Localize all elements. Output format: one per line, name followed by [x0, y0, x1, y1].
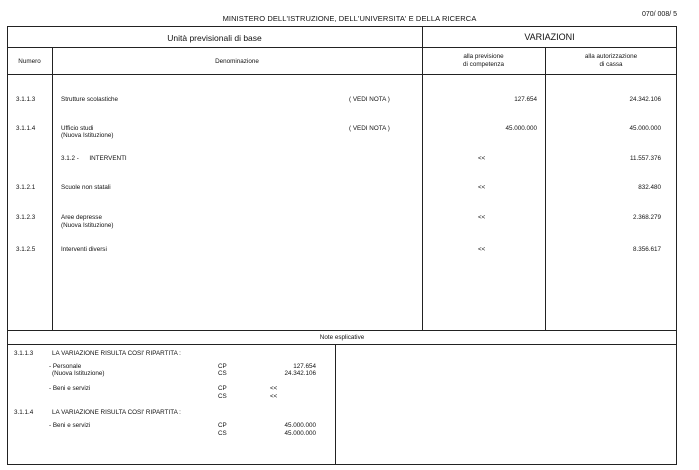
row-numero: 3.1.1.3	[16, 96, 36, 103]
note-code: CS	[218, 370, 227, 377]
group-header-variazioni: VARIAZIONI	[524, 32, 575, 42]
note-numero: 3.1.1.3	[14, 350, 34, 357]
notes-title: Note esplicative	[319, 334, 365, 341]
note-value: 45.000.000	[284, 422, 316, 429]
row-numero: 3.1.2.1	[16, 184, 36, 191]
note-value: 127.654	[293, 363, 316, 370]
row-nota: ( VEDI NOTA )	[349, 125, 390, 132]
divider	[422, 26, 423, 330]
row-denominazione: Aree depresse	[61, 214, 102, 221]
row-denominazione: Ufficio studi	[61, 125, 94, 132]
page-code: 070/ 008/ 5	[641, 11, 677, 18]
note-code: CP	[218, 422, 227, 429]
row-competenza: <<	[478, 246, 486, 253]
note-code: CS	[218, 430, 227, 437]
divider	[335, 344, 336, 465]
row-cassa: 24.342.106	[629, 96, 661, 103]
row-numero: 3.1.2.3	[16, 214, 36, 221]
note-label: - Personale	[49, 363, 82, 370]
row-denominazione: Interventi diversi	[61, 246, 107, 253]
divider	[7, 330, 677, 331]
column-header-competenza-sub: di competenza	[463, 61, 504, 68]
row-numero: 3.1.2.5	[16, 246, 36, 253]
row-competenza: <<	[478, 184, 486, 191]
note-numero: 3.1.1.4	[14, 409, 34, 416]
section-heading-interventi: 3.1.2 - INTERVENTI	[61, 155, 127, 162]
row-competenza: 45.000.000	[505, 125, 537, 132]
note-label: - Beni e servizi	[49, 422, 91, 429]
row-denominazione: Strutture scolastiche	[61, 96, 119, 103]
row-numero: 3.1.1.4	[16, 125, 36, 132]
note-heading: LA VARIAZIONE RISULTA COSI' RIPARTITA :	[52, 350, 181, 357]
divider	[7, 47, 677, 48]
divider	[52, 47, 53, 330]
column-header-cassa: alla autorizzazione	[584, 53, 638, 60]
row-cassa: 832.480	[638, 184, 661, 191]
ministry-title: MINISTERO DELL'ISTRUZIONE, DELL'UNIVERSITA' E DELLA RICERCA	[222, 14, 477, 23]
note-code: CP	[218, 363, 227, 370]
note-code: CS	[218, 393, 227, 400]
row-denominazione-note: (Nuova Istituzione)	[61, 132, 114, 139]
row-cassa: 8.356.617	[632, 246, 661, 253]
note-label: - Beni e servizi	[49, 385, 91, 392]
column-header-competenza: alla previsione	[463, 53, 504, 60]
note-code: CP	[218, 385, 227, 392]
row-denominazione: Scuole non statali	[61, 184, 111, 191]
note-label: (Nuova Istituzione)	[52, 370, 105, 377]
row-competenza: 127.654	[514, 96, 537, 103]
row-competenza: <<	[478, 214, 486, 221]
column-header-cassa-sub: di cassa	[599, 61, 623, 68]
row-denominazione-note: (Nuova Istituzione)	[61, 222, 114, 229]
row-nota: ( VEDI NOTA )	[349, 96, 390, 103]
row-competenza: <<	[478, 155, 486, 162]
row-cassa: 11.557.376	[629, 155, 661, 162]
note-value: 45.000.000	[284, 430, 316, 437]
column-header-denominazione: Denominazione	[215, 58, 259, 65]
note-heading: LA VARIAZIONE RISULTA COSI' RIPARTITA :	[52, 409, 181, 416]
row-cassa: 2.368.279	[632, 214, 661, 221]
note-value: 24.342.106	[284, 370, 316, 377]
note-value: <<	[270, 393, 278, 400]
row-cassa: 45.000.000	[629, 125, 661, 132]
group-header-upb: Unità previsionali di base	[167, 33, 262, 43]
note-value: <<	[270, 385, 278, 392]
divider	[7, 74, 677, 75]
divider	[7, 344, 677, 345]
column-header-numero: Numero	[18, 58, 41, 65]
